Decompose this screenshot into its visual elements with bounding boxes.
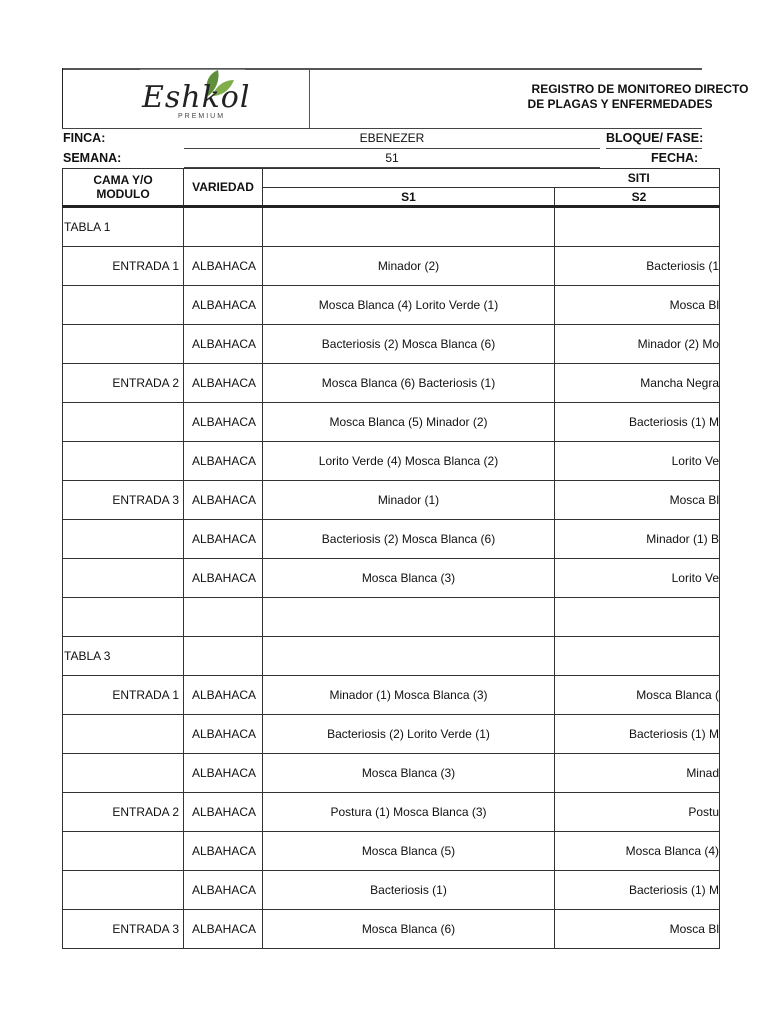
col-s1-header: S1 bbox=[263, 188, 555, 207]
bed-cell[interactable] bbox=[63, 832, 184, 871]
bed-cell[interactable]: ENTRADA 2 bbox=[63, 364, 184, 403]
s1-cell[interactable]: Postura (1) Mosca Blanca (3) bbox=[263, 793, 555, 832]
bed-cell[interactable]: TABLA 3 bbox=[63, 637, 184, 676]
table-row bbox=[63, 442, 720, 481]
logo-subtitle: PREMIUM bbox=[178, 113, 226, 120]
header-row-1 bbox=[63, 169, 720, 188]
variety-cell[interactable]: ALBAHACA bbox=[184, 247, 263, 286]
variety-cell[interactable]: ALBAHACA bbox=[184, 793, 263, 832]
table-row bbox=[63, 247, 720, 286]
sitio-header-left bbox=[263, 169, 555, 188]
s2-cell[interactable] bbox=[555, 207, 720, 247]
s2-cell[interactable]: Postu bbox=[555, 793, 720, 832]
finca-label: FINCA: bbox=[63, 131, 106, 145]
s1-cell[interactable]: Mosca Blanca (6) bbox=[263, 910, 555, 949]
s2-cell[interactable] bbox=[555, 598, 720, 637]
variety-cell[interactable]: ALBAHACA bbox=[184, 403, 263, 442]
bed-cell[interactable] bbox=[63, 403, 184, 442]
bloque-label: BLOQUE/ FASE: bbox=[606, 131, 704, 145]
col-s2-header: S2 bbox=[555, 188, 720, 207]
table-row bbox=[63, 286, 720, 325]
s1-cell[interactable]: Bacteriosis (2) Mosca Blanca (6) bbox=[263, 520, 555, 559]
s1-cell[interactable] bbox=[263, 637, 555, 676]
document-title bbox=[470, 82, 768, 112]
bed-cell[interactable] bbox=[63, 715, 184, 754]
table-row bbox=[63, 676, 720, 715]
s1-cell[interactable]: Bacteriosis (1) bbox=[263, 871, 555, 910]
logo-wordmark: Eshkol bbox=[142, 80, 251, 115]
s2-cell[interactable]: Mosca Blanca (4) bbox=[555, 832, 720, 871]
table-row bbox=[63, 207, 720, 247]
table-row bbox=[63, 793, 720, 832]
table-row bbox=[63, 832, 720, 871]
bed-cell[interactable]: ENTRADA 3 bbox=[63, 481, 184, 520]
table-row bbox=[63, 754, 720, 793]
variety-cell[interactable]: ALBAHACA bbox=[184, 520, 263, 559]
variety-cell[interactable] bbox=[184, 598, 263, 637]
variety-cell[interactable]: ALBAHACA bbox=[184, 442, 263, 481]
finca-underline bbox=[184, 148, 600, 149]
s2-cell[interactable]: Minador (2) Mo bbox=[555, 325, 720, 364]
bed-cell[interactable]: ENTRADA 1 bbox=[63, 676, 184, 715]
s1-cell[interactable]: Mosca Blanca (6) Bacteriosis (1) bbox=[263, 364, 555, 403]
variety-cell[interactable]: ALBAHACA bbox=[184, 832, 263, 871]
bed-cell[interactable]: ENTRADA 1 bbox=[63, 247, 184, 286]
table-row bbox=[63, 598, 720, 637]
s1-cell[interactable]: Mosca Blanca (5) Minador (2) bbox=[263, 403, 555, 442]
variety-cell[interactable]: ALBAHACA bbox=[184, 676, 263, 715]
table-row bbox=[63, 481, 720, 520]
s2-cell[interactable]: Mosca Bl bbox=[555, 286, 720, 325]
table-row bbox=[63, 715, 720, 754]
variety-cell[interactable]: ALBAHACA bbox=[184, 559, 263, 598]
s2-cell[interactable]: Minad bbox=[555, 754, 720, 793]
s1-cell[interactable]: Mosca Blanca (3) bbox=[263, 559, 555, 598]
s2-cell[interactable]: Mancha Negra bbox=[555, 364, 720, 403]
variety-cell[interactable]: ALBAHACA bbox=[184, 481, 263, 520]
bed-cell[interactable] bbox=[63, 598, 184, 637]
s1-cell[interactable]: Mosca Blanca (4) Lorito Verde (1) bbox=[263, 286, 555, 325]
variety-cell[interactable]: ALBAHACA bbox=[184, 910, 263, 949]
company-logo bbox=[138, 68, 251, 128]
s1-cell[interactable]: Lorito Verde (4) Mosca Blanca (2) bbox=[263, 442, 555, 481]
bed-cell[interactable] bbox=[63, 754, 184, 793]
variety-cell[interactable]: ALBAHACA bbox=[184, 286, 263, 325]
bed-cell[interactable]: ENTRADA 3 bbox=[63, 910, 184, 949]
bed-cell[interactable] bbox=[63, 325, 184, 364]
s2-cell[interactable]: Bacteriosis (1) M bbox=[555, 715, 720, 754]
bed-cell[interactable] bbox=[63, 520, 184, 559]
variety-cell[interactable]: ALBAHACA bbox=[184, 754, 263, 793]
header-bottom-border bbox=[62, 128, 702, 129]
table-row bbox=[63, 325, 720, 364]
table-row bbox=[63, 520, 720, 559]
bed-cell[interactable]: TABLA 1 bbox=[63, 207, 184, 247]
header-divider bbox=[309, 68, 310, 129]
semana-label: SEMANA: bbox=[63, 151, 122, 165]
bed-cell[interactable] bbox=[63, 286, 184, 325]
bed-cell[interactable] bbox=[63, 559, 184, 598]
table-row bbox=[63, 559, 720, 598]
col-cama-header: CAMA Y/O MODULO bbox=[63, 169, 184, 207]
s2-cell[interactable]: Mosca Bl bbox=[555, 910, 720, 949]
s1-cell[interactable]: Mosca Blanca (3) bbox=[263, 754, 555, 793]
variety-cell[interactable] bbox=[184, 637, 263, 676]
s2-cell[interactable]: Minador (1) B bbox=[555, 520, 720, 559]
s1-cell[interactable]: Minador (1) Mosca Blanca (3) bbox=[263, 676, 555, 715]
s2-cell[interactable]: Lorito Ve bbox=[555, 559, 720, 598]
s2-cell[interactable]: Mosca Blanca ( bbox=[555, 676, 720, 715]
semana-value: 51 bbox=[385, 151, 399, 165]
table-row bbox=[63, 910, 720, 949]
table-row bbox=[63, 403, 720, 442]
col-variedad-header: VARIEDAD bbox=[184, 169, 263, 207]
s2-cell[interactable] bbox=[555, 637, 720, 676]
s1-cell[interactable] bbox=[263, 598, 555, 637]
variety-cell[interactable]: ALBAHACA bbox=[184, 715, 263, 754]
variety-cell[interactable] bbox=[184, 207, 263, 247]
s2-cell[interactable]: Mosca Bl bbox=[555, 481, 720, 520]
variety-cell[interactable]: ALBAHACA bbox=[184, 325, 263, 364]
s1-cell[interactable]: Bacteriosis (2) Mosca Blanca (6) bbox=[263, 325, 555, 364]
header-left-border bbox=[62, 68, 63, 129]
bed-cell[interactable] bbox=[63, 442, 184, 481]
title-line-1: REGISTRO DE MONITOREO DIRECTO bbox=[531, 82, 749, 96]
bed-cell[interactable] bbox=[63, 871, 184, 910]
variety-cell[interactable]: ALBAHACA bbox=[184, 364, 263, 403]
bed-cell[interactable]: ENTRADA 2 bbox=[63, 793, 184, 832]
s1-cell[interactable]: Minador (2) bbox=[263, 247, 555, 286]
table-row bbox=[63, 871, 720, 910]
variety-cell[interactable]: ALBAHACA bbox=[184, 871, 263, 910]
s1-cell[interactable]: Minador (1) bbox=[263, 481, 555, 520]
table-row bbox=[63, 364, 720, 403]
s2-cell[interactable]: Bacteriosis (1 bbox=[555, 247, 720, 286]
col-sitio-header: SITI bbox=[555, 169, 720, 188]
s2-cell[interactable]: Bacteriosis (1) M bbox=[555, 871, 720, 910]
s1-cell[interactable]: Bacteriosis (2) Lorito Verde (1) bbox=[263, 715, 555, 754]
finca-value: EBENEZER bbox=[359, 131, 425, 145]
bloque-underline bbox=[606, 148, 702, 149]
fecha-label: FECHA: bbox=[651, 151, 699, 165]
s1-cell[interactable] bbox=[263, 207, 555, 247]
table-body bbox=[63, 207, 720, 949]
s2-cell[interactable]: Lorito Ve bbox=[555, 442, 720, 481]
title-line-2: DE PLAGAS Y ENFERMEDADES bbox=[527, 97, 713, 111]
s1-cell[interactable]: Mosca Blanca (5) bbox=[263, 832, 555, 871]
s2-cell[interactable]: Bacteriosis (1) M bbox=[555, 403, 720, 442]
table-row bbox=[63, 637, 720, 676]
monitoring-table bbox=[62, 168, 720, 949]
